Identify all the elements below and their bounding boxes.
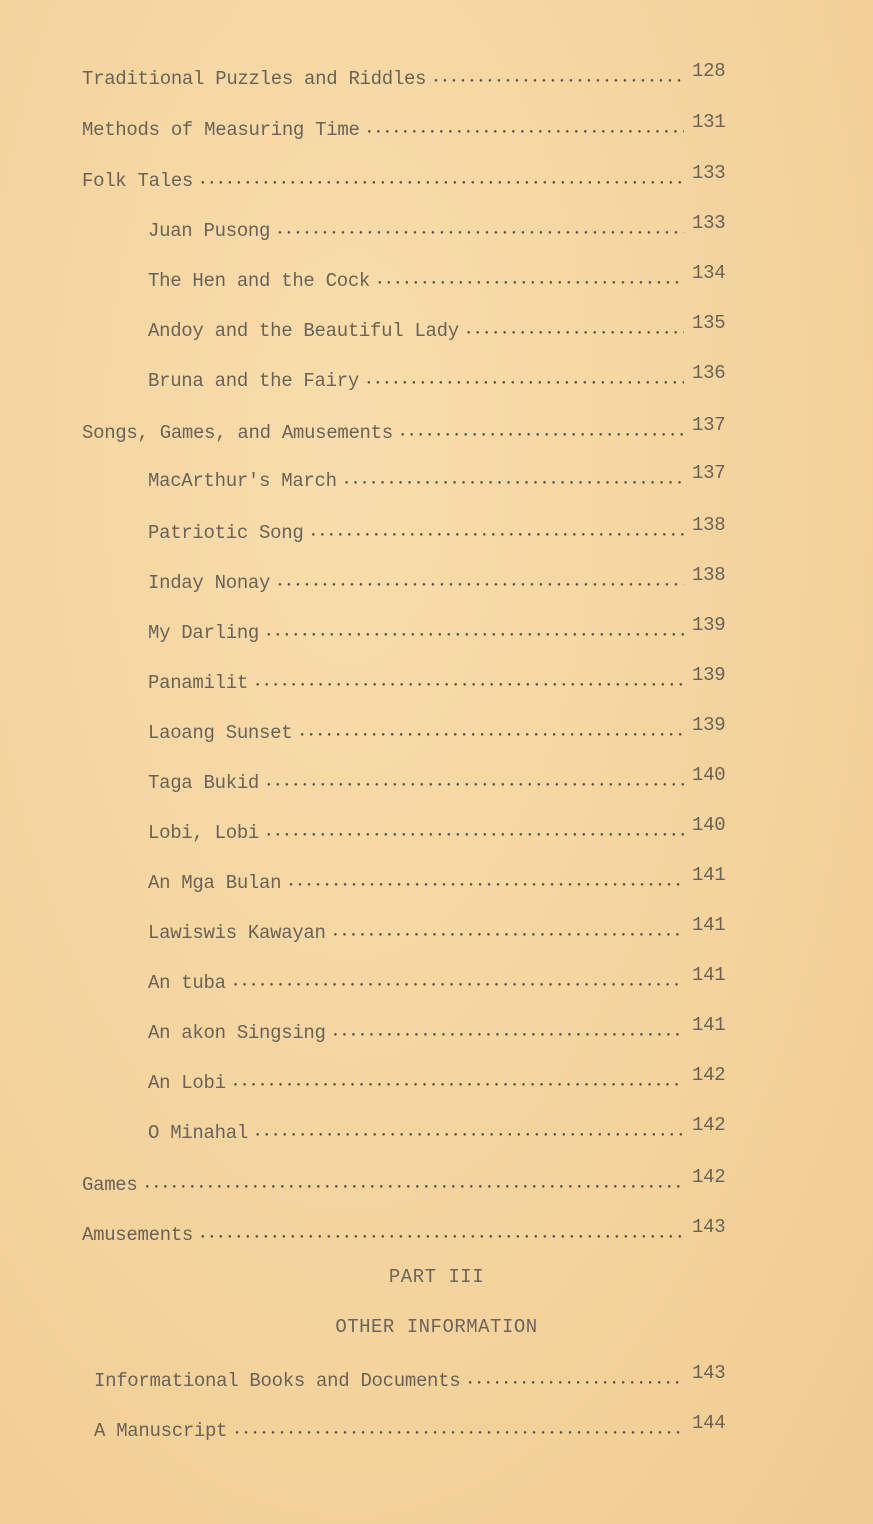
pencil-tick-marks [232, 143, 680, 151]
toc-entry-title: Lawiswis Kawayan [148, 922, 326, 944]
toc-entry [82, 162, 740, 194]
toc-entry-page: 141 [692, 864, 726, 886]
toc-entry [82, 111, 740, 143]
dot-leader [368, 119, 684, 145]
toc-entry-page: 135 [692, 312, 726, 334]
dot-leader [467, 320, 684, 346]
dot-leader [334, 922, 684, 948]
toc-entry-page: 131 [692, 111, 726, 133]
toc-entry-title: Lobi, Lobi [148, 822, 260, 844]
toc-entry-title: Methods of Measuring Time [82, 119, 360, 141]
toc-entry [148, 914, 740, 946]
toc-entry-page: 139 [692, 614, 726, 636]
toc-entry-title: Amusements [82, 1224, 194, 1246]
dot-leader [146, 1174, 684, 1200]
dot-leader [334, 1022, 684, 1048]
toc-entry-page: 138 [692, 564, 726, 586]
toc-entry-page: 134 [692, 262, 726, 284]
dot-leader [278, 572, 684, 598]
toc-entry-title: Panamilit [148, 672, 248, 694]
toc-entry-page: 136 [692, 362, 726, 384]
toc-entry [82, 1216, 740, 1248]
toc-entry-title: An tuba [148, 972, 226, 994]
toc-entry-page: 140 [692, 764, 726, 786]
pencil-tick-marks [298, 896, 680, 904]
pencil-tick-marks [232, 1198, 680, 1206]
dot-leader [300, 722, 684, 748]
toc-entry-page: 143 [692, 1216, 726, 1238]
toc-entry-page: 139 [692, 664, 726, 686]
toc-entry [148, 1014, 740, 1046]
toc-entry-page: 142 [692, 1114, 726, 1136]
toc-entry-title: Patriotic Song [148, 522, 304, 544]
toc-entry-title: An akon Singsing [148, 1022, 326, 1044]
pencil-tick-marks [232, 1248, 680, 1256]
pencil-tick-marks [298, 946, 680, 954]
toc-entry-title: An Mga Bulan [148, 872, 282, 894]
toc-entry [94, 1362, 740, 1394]
toc-entry-title: Bruna and the Fairy [148, 370, 359, 392]
pencil-tick-marks [244, 1444, 680, 1452]
dot-leader [378, 270, 684, 296]
dot-leader [256, 1122, 684, 1148]
toc-entry-title: Inday Nonay [148, 572, 271, 594]
toc-entry-page: 142 [692, 1166, 726, 1188]
toc-entry-page: 140 [692, 814, 726, 836]
dot-leader [256, 672, 684, 698]
toc-entry [82, 414, 740, 446]
toc-entry [148, 664, 740, 696]
toc-entry-page: 138 [692, 514, 726, 536]
toc-entry-page: 141 [692, 964, 726, 986]
dot-leader [201, 170, 684, 196]
toc-entry [148, 964, 740, 996]
pencil-tick-marks [298, 996, 680, 1004]
toc-entry-title: O Minahal [148, 1122, 248, 1144]
toc-entry [94, 1412, 740, 1444]
dot-leader [234, 972, 684, 998]
toc-entry [148, 864, 740, 896]
toc-entry [148, 212, 740, 244]
pencil-tick-marks [298, 294, 680, 302]
pencil-tick-marks [232, 194, 680, 202]
toc-entry-page: 133 [692, 212, 726, 234]
pencil-tick-marks [298, 494, 680, 502]
toc-entry [148, 312, 740, 344]
dot-leader [367, 370, 684, 396]
toc-entry-title: Informational Books and Documents [94, 1370, 461, 1392]
toc-entry-page: 133 [692, 162, 726, 184]
toc-entry-title: The Hen and the Cock [148, 270, 371, 292]
dot-leader [401, 422, 684, 448]
toc-entry-page: 137 [692, 462, 726, 484]
toc-entry-title: My Darling [148, 622, 260, 644]
toc-entry-title: An Lobi [148, 1072, 226, 1094]
toc-entry [148, 714, 740, 746]
toc-entry [148, 1114, 740, 1146]
toc-entry [148, 362, 740, 394]
toc-entry-title: Traditional Puzzles and Riddles [82, 68, 427, 90]
toc-entry-title: MacArthur's March [148, 470, 337, 492]
pencil-tick-marks [298, 546, 680, 554]
toc-entry-page: 139 [692, 714, 726, 736]
toc-entry-title: A Manuscript [94, 1420, 228, 1442]
section-heading: OTHER INFORMATION [335, 1316, 538, 1338]
pencil-tick-marks [298, 746, 680, 754]
dot-leader [278, 220, 684, 246]
pencil-tick-marks [232, 92, 680, 100]
dot-leader [235, 1420, 684, 1446]
toc-entry-title: Folk Tales [82, 170, 194, 192]
pencil-tick-marks [298, 646, 680, 654]
toc-entry [148, 814, 740, 846]
toc-entry [148, 462, 740, 494]
toc-entry [148, 614, 740, 646]
toc-entry [82, 60, 740, 92]
toc-entry [148, 262, 740, 294]
pencil-tick-marks [298, 1096, 680, 1104]
toc-entry-page: 142 [692, 1064, 726, 1086]
pencil-tick-marks [232, 446, 680, 454]
toc-entry-title: Games [82, 1174, 138, 1196]
pencil-tick-marks [298, 846, 680, 854]
toc-entry-page: 128 [692, 60, 726, 82]
toc-entry-page: 137 [692, 414, 726, 436]
toc-entry [82, 1166, 740, 1198]
dot-leader [289, 872, 684, 898]
toc-entry-title: Songs, Games, and Amusements [82, 422, 393, 444]
toc-entry-title: Taga Bukid [148, 772, 260, 794]
toc-entry-title: Juan Pusong [148, 220, 271, 242]
part-heading: PART III [388, 1266, 485, 1288]
pencil-tick-marks [298, 394, 680, 402]
toc-entry-title: Laoang Sunset [148, 722, 293, 744]
dot-leader [345, 470, 684, 496]
toc-entry-page: 144 [692, 1412, 726, 1434]
dot-leader [434, 68, 684, 94]
dot-leader [468, 1370, 684, 1396]
dot-leader [234, 1072, 684, 1098]
dot-leader [201, 1224, 684, 1250]
dot-leader [267, 772, 684, 798]
pencil-tick-marks [298, 596, 680, 604]
toc-entry [148, 514, 740, 546]
toc-entry-page: 141 [692, 914, 726, 936]
toc-entry [148, 564, 740, 596]
pencil-tick-marks [298, 696, 680, 704]
toc-entry [148, 1064, 740, 1096]
pencil-tick-marks [298, 344, 680, 352]
pencil-tick-marks [298, 244, 680, 252]
toc-entry-page: 143 [692, 1362, 726, 1384]
pencil-tick-marks [298, 1046, 680, 1054]
toc-entry [148, 764, 740, 796]
dot-leader [311, 522, 684, 548]
pencil-tick-marks [298, 796, 680, 804]
toc-entry-page: 141 [692, 1014, 726, 1036]
pencil-tick-marks [244, 1394, 680, 1402]
pencil-tick-marks [298, 1146, 680, 1154]
dot-leader [267, 622, 684, 648]
toc-entry-title: Andoy and the Beautiful Lady [148, 320, 459, 342]
dot-leader [267, 822, 684, 848]
